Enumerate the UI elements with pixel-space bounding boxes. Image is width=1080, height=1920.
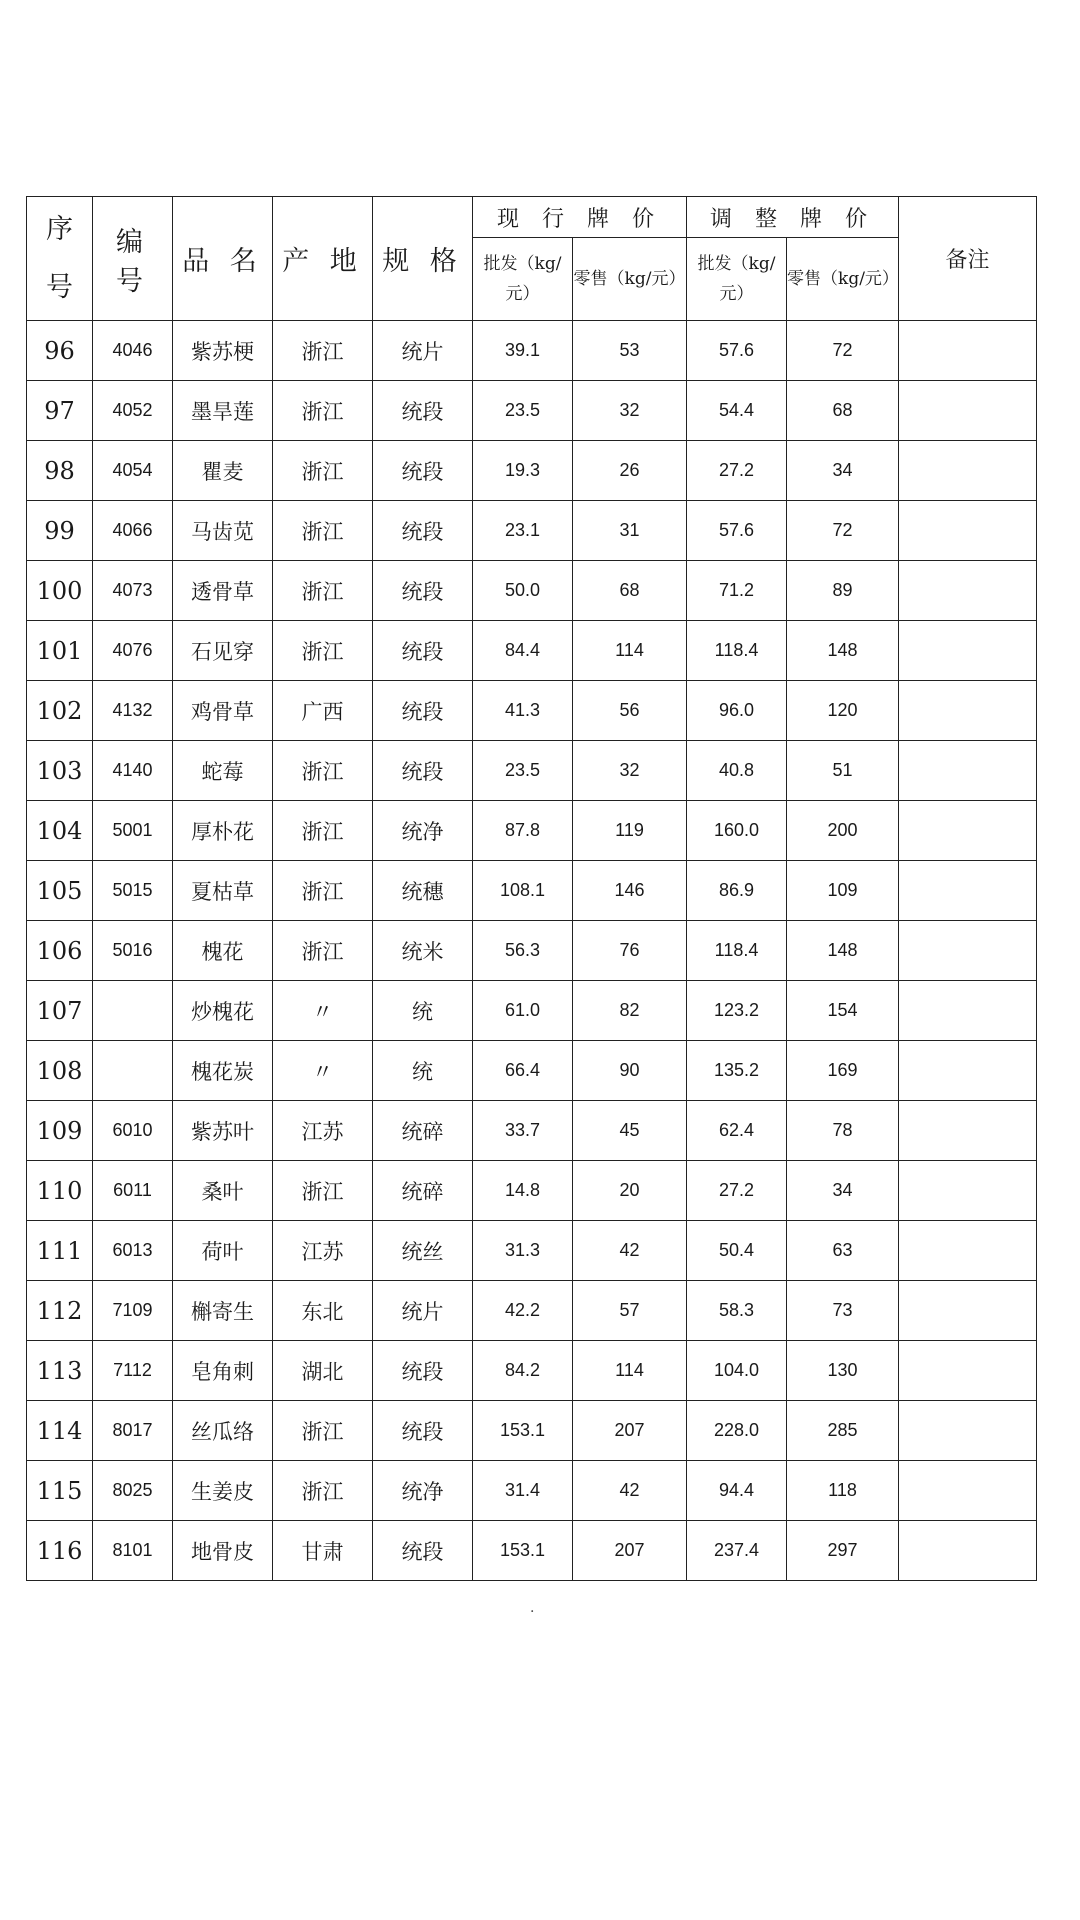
seq-cell: 101 — [27, 621, 93, 681]
origin-cell: 湖北 — [273, 1341, 373, 1401]
seq-header-top: 序 — [46, 213, 73, 245]
adjusted-retail-header: 零售（kg/元） — [787, 238, 899, 321]
seq-header — [27, 197, 93, 321]
page-mark: · — [530, 1604, 535, 1620]
origin-cell: 浙江 — [273, 1161, 373, 1221]
code-cell: 7109 — [93, 1281, 173, 1341]
spec-cell: 统净 — [373, 801, 473, 861]
current-wholesale-cell: 153.1 — [473, 1521, 573, 1581]
note-cell — [899, 1281, 1037, 1341]
table-body — [27, 321, 1037, 1581]
current-wholesale-cell: 19.3 — [473, 441, 573, 501]
origin-cell: 浙江 — [273, 501, 373, 561]
origin-cell: 浙江 — [273, 921, 373, 981]
note-cell — [899, 321, 1037, 381]
seq-cell: 114 — [27, 1401, 93, 1461]
table-row — [27, 921, 1037, 981]
adjusted-retail-cell: 68 — [787, 381, 899, 441]
spec-cell: 统片 — [373, 321, 473, 381]
code-cell: 4076 — [93, 621, 173, 681]
name-cell: 瞿麦 — [173, 441, 273, 501]
current-retail-cell: 56 — [573, 681, 687, 741]
spec-cell: 统碎 — [373, 1161, 473, 1221]
seq-cell: 104 — [27, 801, 93, 861]
current-wholesale-cell: 153.1 — [473, 1401, 573, 1461]
table-row — [27, 321, 1037, 381]
spec-cell: 统段 — [373, 621, 473, 681]
current-retail-cell: 114 — [573, 621, 687, 681]
current-wholesale-cell: 14.8 — [473, 1161, 573, 1221]
current-retail-cell: 42 — [573, 1221, 687, 1281]
name-cell: 紫苏梗 — [173, 321, 273, 381]
name-cell: 马齿苋 — [173, 501, 273, 561]
note-cell — [899, 441, 1037, 501]
current-wholesale-cell: 108.1 — [473, 861, 573, 921]
code-cell: 6010 — [93, 1101, 173, 1161]
code-cell: 5016 — [93, 921, 173, 981]
seq-cell: 100 — [27, 561, 93, 621]
adjusted-retail-cell: 285 — [787, 1401, 899, 1461]
code-cell: 4140 — [93, 741, 173, 801]
seq-header-bottom: 号 — [46, 271, 73, 303]
adjusted-retail-cell: 89 — [787, 561, 899, 621]
code-header: 编 号 — [93, 197, 173, 321]
current-retail-cell: 68 — [573, 561, 687, 621]
note-cell — [899, 1521, 1037, 1581]
current-wholesale-cell: 31.4 — [473, 1461, 573, 1521]
origin-cell: 浙江 — [273, 1461, 373, 1521]
adjusted-wholesale-cell: 123.2 — [687, 981, 787, 1041]
adjusted-retail-cell: 72 — [787, 501, 899, 561]
origin-cell: 广西 — [273, 681, 373, 741]
adjusted-wholesale-cell: 160.0 — [687, 801, 787, 861]
code-cell: 8017 — [93, 1401, 173, 1461]
table-row — [27, 861, 1037, 921]
note-cell — [899, 861, 1037, 921]
code-cell: 7112 — [93, 1341, 173, 1401]
name-cell: 桑叶 — [173, 1161, 273, 1221]
name-cell: 夏枯草 — [173, 861, 273, 921]
current-wholesale-cell: 61.0 — [473, 981, 573, 1041]
current-retail-cell: 119 — [573, 801, 687, 861]
name-cell: 槐花炭 — [173, 1041, 273, 1101]
spec-cell: 统段 — [373, 501, 473, 561]
origin-cell: 〃 — [273, 1041, 373, 1101]
note-cell — [899, 1401, 1037, 1461]
note-cell — [899, 1221, 1037, 1281]
current-wholesale-cell: 87.8 — [473, 801, 573, 861]
adjusted-retail-cell: 200 — [787, 801, 899, 861]
spec-cell: 统米 — [373, 921, 473, 981]
name-cell: 槲寄生 — [173, 1281, 273, 1341]
adjusted-wholesale-cell: 54.4 — [687, 381, 787, 441]
spec-cell: 统段 — [373, 381, 473, 441]
name-cell: 紫苏叶 — [173, 1101, 273, 1161]
adjusted-wholesale-cell: 96.0 — [687, 681, 787, 741]
table-row — [27, 501, 1037, 561]
note-cell — [899, 501, 1037, 561]
adjusted-retail-cell: 63 — [787, 1221, 899, 1281]
origin-cell: 浙江 — [273, 801, 373, 861]
table-row — [27, 1401, 1037, 1461]
note-cell — [899, 1161, 1037, 1221]
origin-cell: 甘肃 — [273, 1521, 373, 1581]
spec-cell: 统段 — [373, 1401, 473, 1461]
spec-cell: 统丝 — [373, 1221, 473, 1281]
code-cell — [93, 1041, 173, 1101]
name-cell: 荷叶 — [173, 1221, 273, 1281]
origin-cell: 浙江 — [273, 861, 373, 921]
table-row — [27, 1461, 1037, 1521]
adjusted-wholesale-cell: 40.8 — [687, 741, 787, 801]
current-wholesale-cell: 84.4 — [473, 621, 573, 681]
adjusted-retail-cell: 34 — [787, 1161, 899, 1221]
name-cell: 地骨皮 — [173, 1521, 273, 1581]
origin-cell: 浙江 — [273, 561, 373, 621]
origin-cell: 浙江 — [273, 381, 373, 441]
note-cell — [899, 741, 1037, 801]
seq-cell: 112 — [27, 1281, 93, 1341]
seq-cell: 109 — [27, 1101, 93, 1161]
name-cell: 墨旱莲 — [173, 381, 273, 441]
adjusted-retail-cell: 72 — [787, 321, 899, 381]
table-row — [27, 1521, 1037, 1581]
seq-cell: 115 — [27, 1461, 93, 1521]
seq-cell: 110 — [27, 1161, 93, 1221]
table-row — [27, 681, 1037, 741]
adjusted-wholesale-cell: 50.4 — [687, 1221, 787, 1281]
name-cell: 生姜皮 — [173, 1461, 273, 1521]
seq-cell: 103 — [27, 741, 93, 801]
code-cell: 6011 — [93, 1161, 173, 1221]
spec-cell: 统段 — [373, 681, 473, 741]
note-cell — [899, 1041, 1037, 1101]
current-retail-header: 零售（kg/元） — [573, 238, 687, 321]
name-cell: 丝瓜络 — [173, 1401, 273, 1461]
spec-cell: 统 — [373, 1041, 473, 1101]
code-cell: 8025 — [93, 1461, 173, 1521]
current-price-header: 现 行 牌 价 — [473, 197, 687, 238]
current-wholesale-cell: 31.3 — [473, 1221, 573, 1281]
adjusted-wholesale-cell: 57.6 — [687, 321, 787, 381]
current-retail-cell: 32 — [573, 741, 687, 801]
note-cell — [899, 921, 1037, 981]
code-cell: 6013 — [93, 1221, 173, 1281]
current-wholesale-cell: 56.3 — [473, 921, 573, 981]
table-row — [27, 561, 1037, 621]
code-cell: 5001 — [93, 801, 173, 861]
current-retail-cell: 31 — [573, 501, 687, 561]
table-row — [27, 801, 1037, 861]
adjusted-price-header: 调 整 牌 价 — [687, 197, 899, 238]
seq-cell: 96 — [27, 321, 93, 381]
note-cell — [899, 561, 1037, 621]
note-cell — [899, 1341, 1037, 1401]
current-wholesale-cell: 39.1 — [473, 321, 573, 381]
table-row — [27, 621, 1037, 681]
seq-cell: 97 — [27, 381, 93, 441]
table-row — [27, 1161, 1037, 1221]
code-cell: 4073 — [93, 561, 173, 621]
table-row — [27, 1221, 1037, 1281]
adjusted-retail-cell: 297 — [787, 1521, 899, 1581]
seq-cell: 102 — [27, 681, 93, 741]
spec-header: 规 格 — [373, 197, 473, 321]
adjusted-retail-cell: 118 — [787, 1461, 899, 1521]
table-row — [27, 1341, 1037, 1401]
note-cell — [899, 801, 1037, 861]
adjusted-wholesale-cell: 27.2 — [687, 1161, 787, 1221]
adjusted-wholesale-cell: 94.4 — [687, 1461, 787, 1521]
note-cell — [899, 1101, 1037, 1161]
code-cell: 4052 — [93, 381, 173, 441]
adjusted-wholesale-cell: 58.3 — [687, 1281, 787, 1341]
table-header — [27, 197, 1037, 321]
origin-cell: 东北 — [273, 1281, 373, 1341]
code-cell: 4066 — [93, 501, 173, 561]
adjusted-wholesale-cell: 57.6 — [687, 501, 787, 561]
current-wholesale-cell: 84.2 — [473, 1341, 573, 1401]
adjusted-retail-cell: 148 — [787, 921, 899, 981]
seq-cell: 107 — [27, 981, 93, 1041]
spec-cell: 统段 — [373, 561, 473, 621]
current-retail-cell: 90 — [573, 1041, 687, 1101]
current-wholesale-cell: 66.4 — [473, 1041, 573, 1101]
adjusted-wholesale-cell: 228.0 — [687, 1401, 787, 1461]
current-retail-cell: 82 — [573, 981, 687, 1041]
adjusted-wholesale-cell: 62.4 — [687, 1101, 787, 1161]
origin-cell: 浙江 — [273, 441, 373, 501]
spec-cell: 统段 — [373, 1341, 473, 1401]
price-table — [26, 196, 1037, 1581]
spec-cell: 统段 — [373, 1521, 473, 1581]
adjusted-retail-cell: 169 — [787, 1041, 899, 1101]
current-retail-cell: 45 — [573, 1101, 687, 1161]
current-wholesale-cell: 50.0 — [473, 561, 573, 621]
name-cell: 透骨草 — [173, 561, 273, 621]
code-cell: 4132 — [93, 681, 173, 741]
table-row — [27, 1281, 1037, 1341]
seq-cell: 106 — [27, 921, 93, 981]
spec-cell: 统碎 — [373, 1101, 473, 1161]
current-retail-cell: 26 — [573, 441, 687, 501]
current-retail-cell: 53 — [573, 321, 687, 381]
current-retail-cell: 114 — [573, 1341, 687, 1401]
adjusted-retail-cell: 120 — [787, 681, 899, 741]
name-cell: 厚朴花 — [173, 801, 273, 861]
code-cell: 4054 — [93, 441, 173, 501]
current-wholesale-cell: 42.2 — [473, 1281, 573, 1341]
adjusted-wholesale-cell: 118.4 — [687, 621, 787, 681]
code-cell — [93, 981, 173, 1041]
origin-cell: 江苏 — [273, 1101, 373, 1161]
adjusted-wholesale-cell: 104.0 — [687, 1341, 787, 1401]
current-retail-cell: 57 — [573, 1281, 687, 1341]
origin-cell: 浙江 — [273, 741, 373, 801]
table-row — [27, 441, 1037, 501]
name-cell: 炒槐花 — [173, 981, 273, 1041]
origin-cell: 〃 — [273, 981, 373, 1041]
adjusted-retail-cell: 109 — [787, 861, 899, 921]
spec-cell: 统片 — [373, 1281, 473, 1341]
seq-cell: 105 — [27, 861, 93, 921]
current-retail-cell: 76 — [573, 921, 687, 981]
seq-cell: 98 — [27, 441, 93, 501]
adjusted-wholesale-cell: 27.2 — [687, 441, 787, 501]
origin-cell: 浙江 — [273, 321, 373, 381]
adjusted-wholesale-cell: 135.2 — [687, 1041, 787, 1101]
adjusted-wholesale-cell: 71.2 — [687, 561, 787, 621]
adjusted-retail-cell: 73 — [787, 1281, 899, 1341]
spec-cell: 统 — [373, 981, 473, 1041]
origin-cell: 浙江 — [273, 1401, 373, 1461]
seq-cell: 99 — [27, 501, 93, 561]
current-retail-cell: 32 — [573, 381, 687, 441]
table-row — [27, 381, 1037, 441]
note-cell — [899, 1461, 1037, 1521]
name-cell: 石见穿 — [173, 621, 273, 681]
name-cell: 蛇莓 — [173, 741, 273, 801]
adjusted-retail-cell: 51 — [787, 741, 899, 801]
adjusted-wholesale-cell: 118.4 — [687, 921, 787, 981]
name-cell: 皂角刺 — [173, 1341, 273, 1401]
table-row — [27, 741, 1037, 801]
spec-cell: 统段 — [373, 741, 473, 801]
seq-cell: 111 — [27, 1221, 93, 1281]
origin-header: 产 地 — [273, 197, 373, 321]
seq-cell: 108 — [27, 1041, 93, 1101]
current-wholesale-cell: 41.3 — [473, 681, 573, 741]
origin-cell: 江苏 — [273, 1221, 373, 1281]
adjusted-retail-cell: 148 — [787, 621, 899, 681]
current-wholesale-cell: 23.5 — [473, 381, 573, 441]
current-wholesale-cell: 33.7 — [473, 1101, 573, 1161]
current-wholesale-cell: 23.1 — [473, 501, 573, 561]
code-cell: 4046 — [93, 321, 173, 381]
note-header: 备注 — [899, 197, 1037, 321]
spec-cell: 统穗 — [373, 861, 473, 921]
current-wholesale-header: 批发（kg/元） — [473, 238, 573, 321]
current-retail-cell: 207 — [573, 1521, 687, 1581]
adjusted-wholesale-cell: 86.9 — [687, 861, 787, 921]
adjusted-wholesale-cell: 237.4 — [687, 1521, 787, 1581]
spec-cell: 统净 — [373, 1461, 473, 1521]
current-retail-cell: 20 — [573, 1161, 687, 1221]
adjusted-retail-cell: 130 — [787, 1341, 899, 1401]
current-retail-cell: 42 — [573, 1461, 687, 1521]
code-cell: 5015 — [93, 861, 173, 921]
table-row — [27, 1041, 1037, 1101]
name-cell: 槐花 — [173, 921, 273, 981]
adjusted-retail-cell: 78 — [787, 1101, 899, 1161]
name-cell: 鸡骨草 — [173, 681, 273, 741]
table-row — [27, 1101, 1037, 1161]
adjusted-retail-cell: 154 — [787, 981, 899, 1041]
table-row — [27, 981, 1037, 1041]
seq-cell: 116 — [27, 1521, 93, 1581]
note-cell — [899, 381, 1037, 441]
note-cell — [899, 621, 1037, 681]
note-cell — [899, 681, 1037, 741]
adjusted-retail-cell: 34 — [787, 441, 899, 501]
code-cell: 8101 — [93, 1521, 173, 1581]
spec-cell: 统段 — [373, 441, 473, 501]
price-sheet — [26, 196, 1036, 1581]
seq-cell: 113 — [27, 1341, 93, 1401]
current-wholesale-cell: 23.5 — [473, 741, 573, 801]
current-retail-cell: 146 — [573, 861, 687, 921]
name-header: 品 名 — [173, 197, 273, 321]
adjusted-wholesale-header: 批发（kg/元） — [687, 238, 787, 321]
current-retail-cell: 207 — [573, 1401, 687, 1461]
note-cell — [899, 981, 1037, 1041]
origin-cell: 浙江 — [273, 621, 373, 681]
